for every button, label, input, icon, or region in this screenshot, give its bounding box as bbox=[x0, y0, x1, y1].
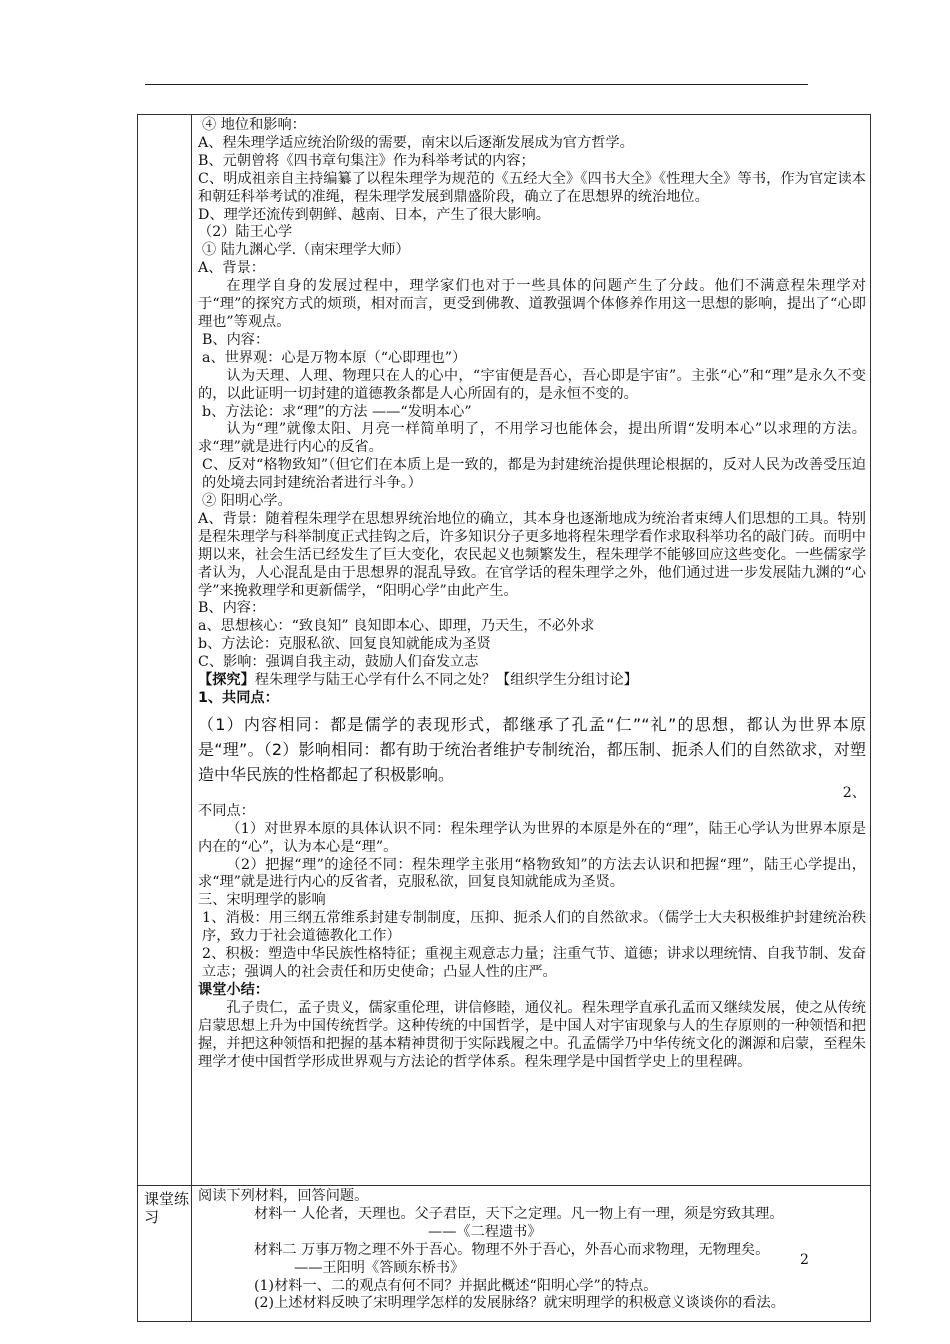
material-one-source: ——《二程遗书》 bbox=[428, 1223, 542, 1240]
lesson-content bbox=[192, 115, 871, 1186]
row-label-empty bbox=[138, 115, 192, 1186]
diff-item: （2）把握“理”的途径不同：程朱理学主张用“格物致知”的方法去认识和把握“理”，陆王心学提出，求“理”就是进行内心的反省者，克服私欲，回复良知就能成为圣贤。 bbox=[198, 856, 866, 891]
lesson-row bbox=[138, 115, 871, 1186]
explore-tag: 【探究】 bbox=[198, 672, 255, 689]
text-line: （2）陆王心学 bbox=[198, 224, 293, 241]
summary-title: 课堂小结： bbox=[198, 981, 269, 998]
text-paragraph: 在理学自身的发展过程中，理学家们也对于一些具体的问题产生了分歧。他们不满意程朱理学对于“理”的探究方式的烦琐，相对而言，更受到佛教、道教强调个体修养作用这一思想的影响，提出了“心即理也”等观点。 bbox=[198, 278, 866, 330]
influence-title: 三、宋明理学的影响 bbox=[198, 892, 326, 909]
lesson-table bbox=[137, 114, 871, 1322]
header-rule bbox=[145, 84, 808, 85]
text-line: B、元朝曾将《四书章句集注》作为科举考试的内容； bbox=[198, 152, 535, 169]
influence-item: 1、消极：用三纲五常维系封建专制制度，压抑、扼杀人们的自然欲求。（儒学士大夫积极维护封建统治秩序，致力于社会道德教化工作） bbox=[202, 910, 866, 945]
question-one: (1)材料一、二的观点有何不同？并据此概述“阳明心学”的特点。 bbox=[254, 1277, 658, 1294]
diff-item: （1）对世界本原的具体认识不同：程朱理学认为世界的本原是外在的“理”，陆王心学认为世界本原是内在的“心”，认为本心是“理”。 bbox=[198, 820, 866, 855]
text-line: A、背景： bbox=[198, 260, 265, 277]
influence-item: 2、积极：塑造中华民族性格特征；重视主观意志力量；注重气节、道德；讲求以理统情、自我节制、发奋立志；强调人的社会责任和历史使命；凸显人性的庄严。 bbox=[202, 946, 866, 980]
material-one: 材料一 人伦者，天理也。父子君臣，天下之定理。凡一物上有一理，须是穷致其理。 bbox=[254, 1205, 784, 1222]
text-paragraph: A、背景：随着程朱理学在思想界统治地位的确立，其本身也逐渐地成为统治者束缚人们思想的工具。特别是程朱理学与科举制度正式挂钩之后，许多知识分子更多地将程朱理学看作求取科举功名的敲门砖。而明中期以来，社会生活已经发生了巨大变化，农民起义也频繁发生，程朱理学不能够回应这些变化。一些儒家学者认为，人心混乱是由于思想界的混乱导致。在官学话的程朱理学之外，他们通过进一步发展陆九渊的“心学”来挽救理学和更新儒学，“阳明心学”由此产生。 bbox=[198, 510, 866, 599]
text-line: b、方法论：克服私欲、回复良知就能成为圣贤 bbox=[198, 636, 491, 653]
text-line: C、明成祖亲自主持编纂了以程朱理学为规范的《五经大全》《四书大全》《性理大全》等书，作为官定读本和朝廷科举考试的准绳，程朱理学发展到鼎盛阶段，确立了在思想界的统治地位。 bbox=[198, 170, 866, 205]
common-text: （1）内容相同：都是儒学的表现形式，都继承了孔孟“仁”“礼”的思想，都认为世界本原是“理”。（2）影响相同：都有助于统治者维护专制统治，都压制、扼杀人们的自然欲求，对塑造中华民族的性格都起了积极影响。 bbox=[198, 714, 866, 784]
text-line: ② 阳明心学。 bbox=[202, 493, 292, 510]
text-paragraph: C、反对“格物致知”（但它们在本质上是一致的，都是为封建统治提供理论根据的，反对人民为改善受压迫的处境去同封建统治者进行斗争。） bbox=[202, 457, 866, 492]
row-label-exercise: 课堂练习 bbox=[138, 1186, 192, 1322]
exercise-intro: 阅读下列材料，回答问题。 bbox=[198, 1188, 369, 1204]
page-number: 2 bbox=[800, 1252, 809, 1268]
material-two-source: ——王阳明《答顾东桥书》 bbox=[294, 1259, 465, 1276]
question-two: (2)上述材料反映了宋明理学怎样的发展脉络？就宋明理学的积极意义谈谈你的看法。 bbox=[254, 1295, 785, 1312]
summary-text: 孔子贵仁，孟子贵义，儒家重伦理，讲信修睦，通仪礼。程朱理学直承孔孟而又继续发展，使之从传统启蒙思想上升为中国传统哲学。这种传统的中国哲学，是中国人对宇宙现象与人的生存原则的一种领悟和把握，并把这种领悟和把握的基本精神贯彻于实际践履之中。孔孟儒学乃中华传统文化的渊源和启蒙，至程朱理学才使中国哲学形成世界观与方法论的哲学体系。程朱理学是中国哲学史上的里程碑。 bbox=[198, 999, 866, 1070]
text-line: A、程朱理学适应统治阶级的需要，南宋以后逐渐发展成为官方哲学。 bbox=[198, 134, 634, 151]
text-line: b、方法论：求“理”的方法 ——“发明本心” bbox=[202, 403, 472, 420]
common-title: 1、共同点： bbox=[198, 690, 279, 706]
explore-text: 程朱理学与陆王心学有什么不同之处？【组织学生分组讨论】 bbox=[254, 672, 638, 689]
material-two: 材料二 万事万物之理不外于吾心。物理不外于吾心，外吾心而求物理，无物理矣。 bbox=[254, 1241, 770, 1258]
diff-title: 不同点： bbox=[198, 802, 255, 819]
exercise-content bbox=[192, 1186, 871, 1322]
text-line: ① 陆九渊心学.（南宋理学大师） bbox=[202, 242, 410, 259]
diff-number: 2、 bbox=[842, 784, 866, 801]
text-line: a、思想核心：“致良知” 良知即本心、即理，乃天生，不必外求 bbox=[198, 618, 595, 635]
text-paragraph: 认为天理、人理、物理只在人的心中，“宇宙便是吾心，吾心即是宇宙”。主张“心”和“理”是永久不变的，以此证明一切封建的道德教条都是人心所固有的，是永恒不变的。 bbox=[198, 367, 866, 402]
text-line: D、理学还流传到朝鲜、越南、日本，产生了很大影响。 bbox=[198, 206, 550, 223]
text-paragraph: 认为“理”就像太阳、月亮一样简单明了，不用学习也能体会，提出所谓“发明本心”以求理的方法。求“理”就是进行内心的反省。 bbox=[198, 421, 866, 456]
exercise-row bbox=[138, 1186, 871, 1322]
explore-line bbox=[198, 672, 866, 690]
text-line: B、内容： bbox=[202, 331, 270, 348]
text-line: a、世界观：心是万物本原（“心即理也”） bbox=[202, 349, 467, 366]
text-line: ④ 地位和影响： bbox=[202, 117, 306, 133]
text-line: C、影响：强调自我主动，鼓励人们奋发立志 bbox=[198, 654, 479, 671]
text-line: B、内容： bbox=[198, 600, 266, 617]
